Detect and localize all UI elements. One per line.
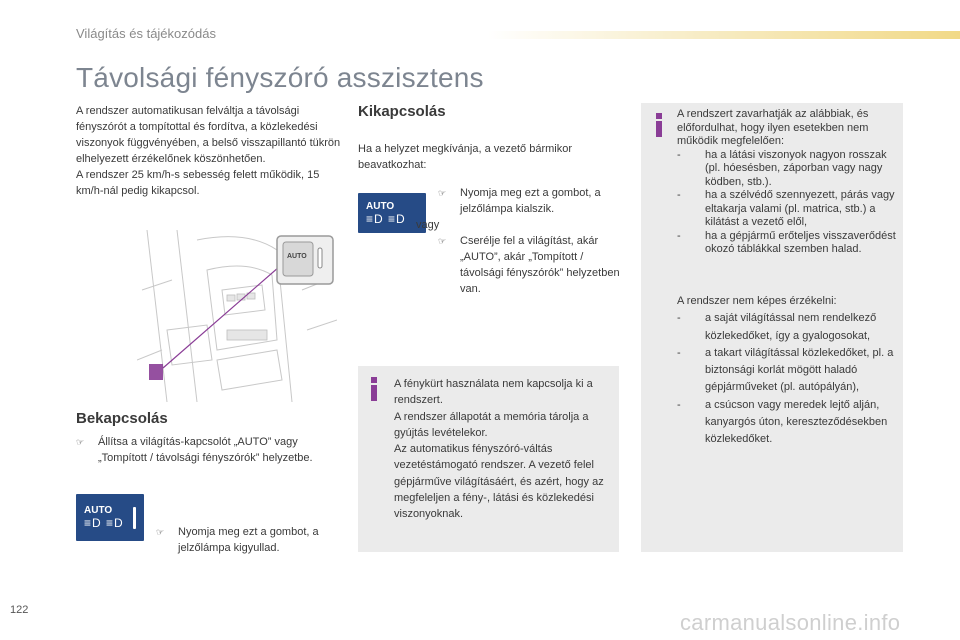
list-item: - a saját világítással nem rendelkező közlekedőket, így a gyalogosokat, (677, 312, 877, 342)
info-note-middle-text (394, 376, 614, 523)
info-icon (653, 113, 665, 137)
intro-text (76, 103, 346, 199)
note-line: Az automatikus fényszóró-váltás vezetéstámogató rendszer. A vezető felel gépjárműve világításáért, és azért, hogy az megfeleljen a fény-, látási és közlekedési viszonyoknak. (394, 443, 604, 521)
headlamp-high-beam-icon: ≡D ≡D (366, 211, 406, 226)
undetectable-list (677, 293, 899, 449)
bekapcsolas-bullet (76, 434, 348, 466)
kikapcsolas-heading: Kikapcsolás (358, 103, 446, 120)
bekapcsolas-step (156, 524, 363, 556)
indicator-lamp (133, 507, 136, 529)
pointing-hand-icon: ☞ (438, 236, 447, 246)
list-item: - a csúcson vagy meredek lejtő alján, kanyargós úton, kereszteződésekben közlekedőket. (677, 398, 888, 446)
auto-button-label: AUTO (366, 200, 395, 212)
undetectable-intro: A rendszer nem képes érzékelni: (677, 295, 837, 307)
page-number: 122 (10, 604, 29, 616)
bekapcsolas-step-text: Nyomja meg ezt a gombot, a jelzőlámpa kigyullad. (178, 526, 319, 554)
auto-button-label: AUTO (84, 505, 113, 516)
info-note-right (641, 103, 903, 552)
kikapcsolas-intro: Ha a helyzet megkívánja, a vezető bármikor beavatkozhat: (358, 143, 572, 171)
kikapcsolas-steps (416, 185, 623, 297)
bekapcsolas-heading: Bekapcsolás (76, 410, 168, 427)
illustration-auto-label: AUTO (287, 253, 307, 260)
pointing-hand-icon: ☞ (76, 437, 85, 447)
interference-list (677, 108, 899, 257)
info-note-middle (358, 366, 619, 552)
kikapcsolas-step-2-text: Cserélje fel a világítást, akár „AUTO”, akár „Tompított / távolsági fényszórók” helyzetben van. (460, 235, 620, 295)
section-header: Világítás és tájékozódás (76, 26, 216, 41)
kikapcsolas-step-1-text: Nyomja meg ezt a gombot, a jelzőlámpa kialszik. (460, 187, 601, 215)
page-title: Távolsági fényszóró asszisztens (76, 62, 484, 93)
intro-paragraph-2: A rendszer 25 km/h-s sebesség felett működik, 15 km/h-nál pedig kikapcsol. (76, 169, 320, 197)
bekapcsolas-bullet-text: Állítsa a világítás-kapcsolót „AUTO” vagy „Tompított / távolsági fényszórók” helyzetbe. (98, 436, 313, 464)
info-icon (368, 377, 380, 401)
kikapcsolas-or: vagy (416, 219, 440, 231)
headlamp-high-beam-icon: ≡D ≡D (84, 516, 124, 530)
pointing-hand-icon: ☞ (156, 527, 165, 537)
kikapcsolas-step-2 (438, 233, 623, 297)
note-line: A rendszer állapotát a memória tárolja a gyújtás levételekor. (394, 410, 589, 439)
auto-high-beam-button-on (76, 494, 144, 541)
watermark: carmanualsonline.info (680, 610, 901, 635)
header-accent-bar (488, 31, 960, 39)
list-item: - ha a látási viszonyok nagyon rosszak (pl. hóesésben, záporban vagy nagy ködben, stb.). (677, 148, 887, 188)
note-line: A fénykürt használata nem kapcsolja ki a rendszert. (394, 378, 593, 407)
list-item: - a takart világítással közlekedőket, pl. a biztonsági korlát mögött haladó gépjárműveket (pl. autópályán), (677, 346, 894, 394)
kikapcsolas-step-1 (438, 185, 623, 217)
list-item: - ha a szélvédő szennyezett, párás vagy eltakarja valami (pl. matrica, stb.) a kilátást a vezető elől, (677, 189, 895, 228)
list-item: - ha a gépjármű erőteljes visszaverődést okozó táblákkal szemben halad. (677, 229, 896, 255)
pointing-hand-icon: ☞ (438, 188, 447, 198)
intro-paragraph-1: A rendszer automatikusan felváltja a távolsági fényszórót a tompítottal és fordítva, a közlekedési viszonyok függvényében, a belső visszapillantó tükrön elhelyezett érzékelőnek köszönhetően. (76, 105, 341, 165)
interference-intro: A rendszert zavarhatják az alábbiak, és előfordulhat, hogy ilyen esetekben nem működik megfelelően: (677, 108, 869, 147)
console-illustration (137, 230, 337, 402)
